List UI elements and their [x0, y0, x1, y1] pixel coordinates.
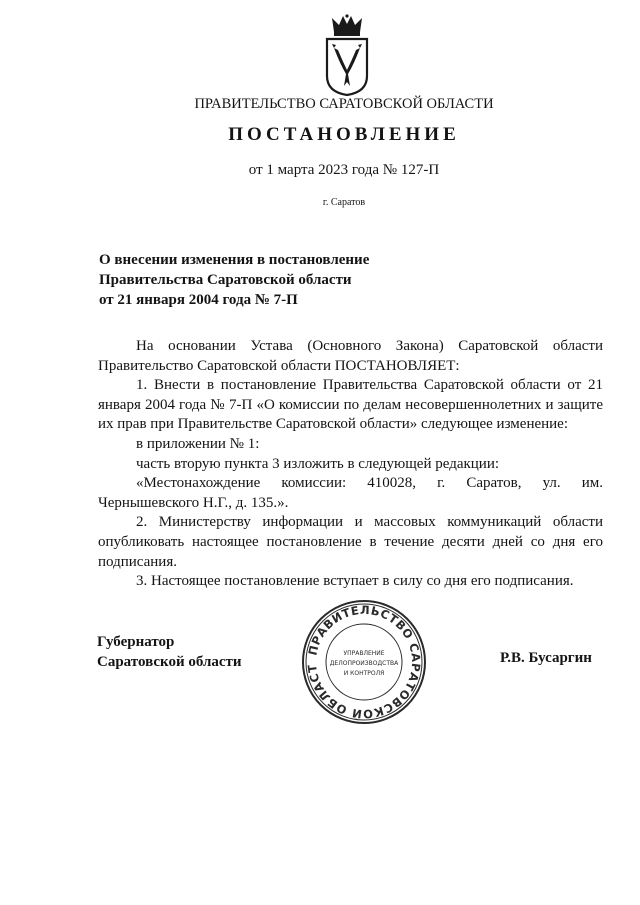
seal-inner-line: И КОНТРОЛЯ — [343, 670, 385, 677]
body-paragraph: часть вторую пункта 3 изложить в следующей редакции: — [136, 455, 500, 472]
subject-line: О внесении изменения в постановление — [99, 252, 370, 268]
signatory-name: Р.В. Бусаргин — [500, 650, 592, 666]
document-subject — [99, 250, 369, 310]
document-date-number: от 1 марта 2023 года № 127-П — [248, 162, 440, 178]
body-paragraph: «Местонахождение комиссии: 410028, г. Саратов, ул. им. Чернышевского Н.Г., д. 135.». — [98, 475, 603, 511]
document-city: г. Саратов — [322, 197, 366, 208]
signatory-position-line: Губернатор — [97, 634, 175, 650]
seal-outer-text: ПРАВИТЕЛЬСТВО САРАТОВСКОЙ ОБЛАСТ — [304, 602, 424, 722]
signatory-position — [97, 632, 242, 672]
organization-title: ПРАВИТЕЛЬСТВО САРАТОВСКОЙ ОБЛАСТИ — [194, 96, 494, 112]
document-type: ПОСТАНОВЛЕНИЕ — [228, 124, 460, 145]
body-paragraph: в приложении № 1: — [136, 435, 260, 452]
body-paragraph: 2. Министерству информации и массовых коммуникаций области опубликовать настоящее постановление в течение десяти дней со дня его подписания. — [98, 514, 603, 570]
body-paragraph: 3. Настоящее постановление вступает в силу со дня его подписания. — [136, 573, 574, 590]
subject-line: Правительства Саратовской области — [99, 272, 352, 288]
subject-line: от 21 января 2004 года № 7-П — [99, 292, 298, 308]
official-seal-stamp — [300, 598, 428, 726]
signatory-position-line: Саратовской области — [97, 654, 242, 670]
seal-inner-line: УПРАВЛЕНИЕ — [343, 650, 385, 657]
body-paragraph: 1. Внести в постановление Правительства Саратовской области от 21 января 2004 года № 7-П «О комиссии по делам несовершеннолетних и защите их прав при Правительстве Саратовской области» следующее изменение: — [98, 377, 603, 433]
seal-inner-line: ДЕЛОПРОИЗВОДСТВА — [329, 660, 399, 667]
document-body — [98, 337, 603, 592]
coat-of-arms-icon — [322, 14, 372, 96]
body-paragraph: На основании Устава (Основного Закона) Саратовской области Правительство Саратовской области ПОСТАНОВЛЯЕТ: — [98, 338, 603, 374]
